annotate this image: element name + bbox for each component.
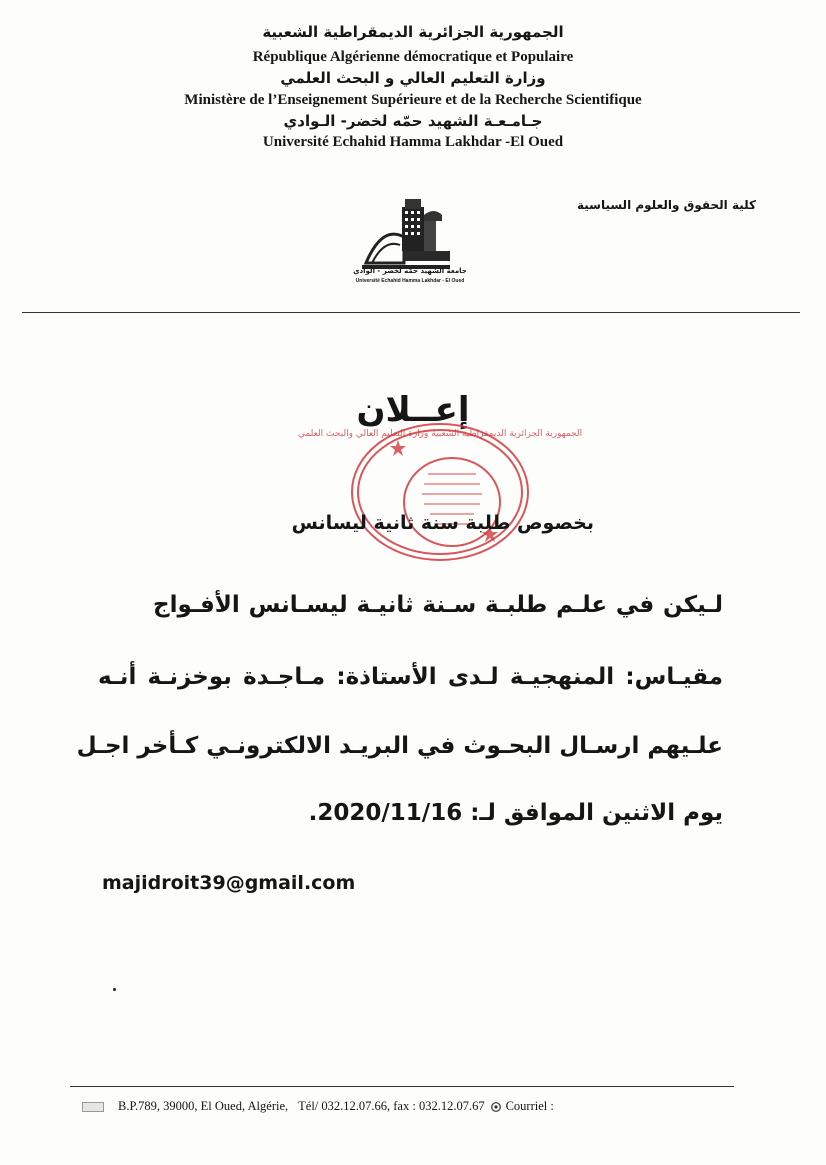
footer-address: B.P.789, 39000, El Oued, Algérie, [118, 1099, 289, 1113]
at-mail-icon [489, 1102, 503, 1112]
logo-caption-french: Université Echahid Hamma Lakhdar - El Oued [355, 278, 465, 284]
ministry-french: Ministère de l’Enseignement Supérieure et de la Recherche Scientifique [184, 92, 642, 108]
university-french: Université Echahid Hamma Lakhdar -El Oued [262, 134, 564, 150]
university-arabic: جـامـعـة الشهيد حمّه لخضر- الـوادي [283, 112, 543, 130]
republic-arabic: الجمهورية الجزائرية الديمقراطية الشعبية [262, 23, 564, 41]
footer-phone-fax: Tél/ 032.12.07.66, fax : 032.12.07.67 [298, 1099, 485, 1113]
envelope-icon [82, 1102, 104, 1112]
logo-caption-arabic: جامعة الشهيد حمّه لخضر - الوادي [353, 267, 467, 275]
footer-email-label: Courriel : [505, 1099, 554, 1113]
ministry-arabic: وزارة التعليم العالي و البحث العلمي [280, 69, 546, 87]
faculty-name: كلية الحقوق والعلوم السياسية [576, 198, 756, 212]
footer-divider [70, 1086, 734, 1087]
contact-email: majidroit39@gmail.com [102, 872, 356, 894]
announcement-line-1: لـيكن في علـم طلبـة سـنة ثانيـة ليسـانس الأفـواج [153, 592, 723, 618]
announcement-line-4: يوم الاثنين الموافق لـ: 2020/11/16. [308, 800, 723, 826]
republic-french: République Algérienne démocratique et Populaire [252, 49, 574, 65]
announcement-title: إعــلان [356, 390, 470, 430]
footer [82, 1099, 742, 1114]
stray-dot [113, 988, 116, 991]
header-divider [22, 312, 800, 313]
announcement-subject: بخصوص طلبة سنة ثانية ليسانس [291, 512, 594, 534]
stamp-text: الجمهورية الجزائرية الديمقراطية الشعبية وزارة التعليم العالي والبحث العلمي [297, 429, 583, 439]
announcement-line-2: مقيـاس: المنهجيـة لـدى الأستاذة: مـاجـدة بوخزنـة أنـه [98, 664, 723, 690]
official-stamp-icon [297, 416, 583, 564]
announcement-line-3: علـيهم ارسـال البحـوث في البريـد الالكترونـي كـأخر اجـل [76, 733, 723, 759]
